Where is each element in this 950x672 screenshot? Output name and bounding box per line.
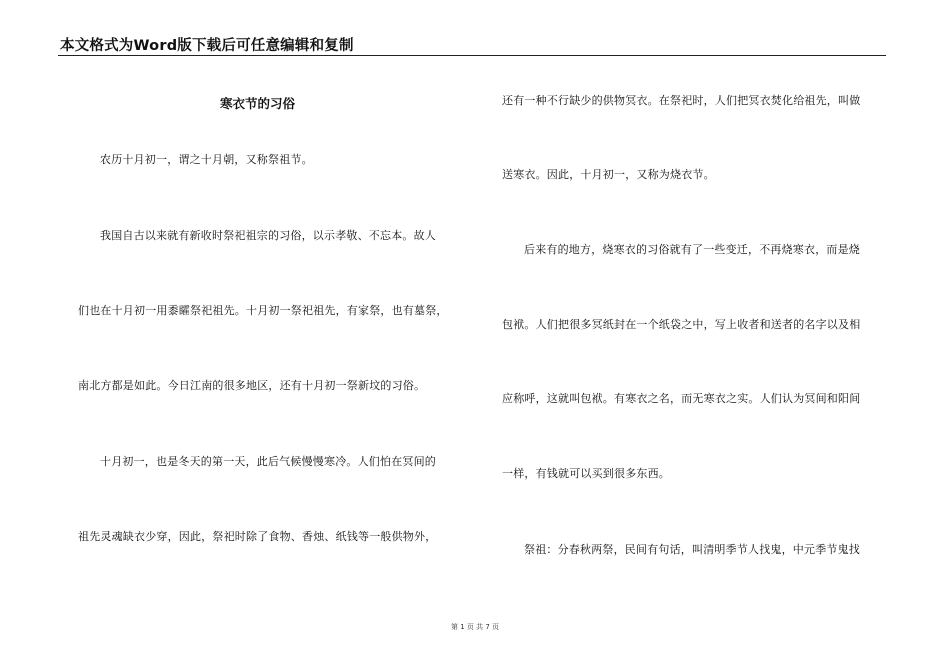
paragraph-line: 包袱。人们把很多冥纸封在一个纸袋之中，写上收者和送者的名字以及相	[502, 318, 861, 331]
header-divider	[58, 55, 886, 56]
paragraph-line: 一样，有钱就可以买到很多东西。	[502, 467, 670, 480]
page-number: 第 1 页 共 7 页	[450, 623, 500, 631]
paragraph-line: 农历十月初一，谓之十月朝，又称祭祖节。	[100, 153, 313, 166]
paragraph-line: 应称呼，这就叫包袱。有寒衣之名，而无寒衣之实。人们认为冥间和阳间	[502, 392, 861, 405]
paragraph-line: 十月初一，也是冬天的第一天，此后气候慢慢寒冷。人们怕在冥间的	[100, 455, 436, 468]
paragraph-line: 我国自古以来就有新收时祭祀祖宗的习俗，以示孝敬、不忘本。故人	[100, 229, 436, 242]
paragraph-line: 南北方都是如此。今日江南的很多地区，还有十月初一祭新坟的习俗。	[78, 379, 426, 392]
paragraph-line: 祭祖：分春秋两祭，民间有句话，叫清明季节人找鬼，中元季节鬼找	[524, 543, 860, 556]
paragraph-line: 还有一种不行缺少的供物冥衣。在祭祀时，人们把冥衣焚化给祖先，叫做	[502, 94, 861, 107]
paragraph-line: 们也在十月初一用黍矐祭祀祖先。十月初一祭祀祖先，有家祭，也有墓祭，	[78, 304, 448, 317]
paragraph-line: 后来有的地方，烧寒衣的习俗就有了一些变迁，不再烧寒衣，而是烧	[524, 243, 860, 256]
header-banner: 本文格式为Word版下载后可任意编辑和复制	[60, 38, 354, 54]
paragraph-line: 送寒衣。因此，十月初一，又称为烧衣节。	[502, 168, 715, 181]
paragraph-line: 祖先灵魂缺衣少穿，因此，祭祀时除了食物、香烛、纸钱等一般供物外，	[78, 530, 437, 543]
document-title: 寒衣节的习俗	[220, 96, 296, 111]
